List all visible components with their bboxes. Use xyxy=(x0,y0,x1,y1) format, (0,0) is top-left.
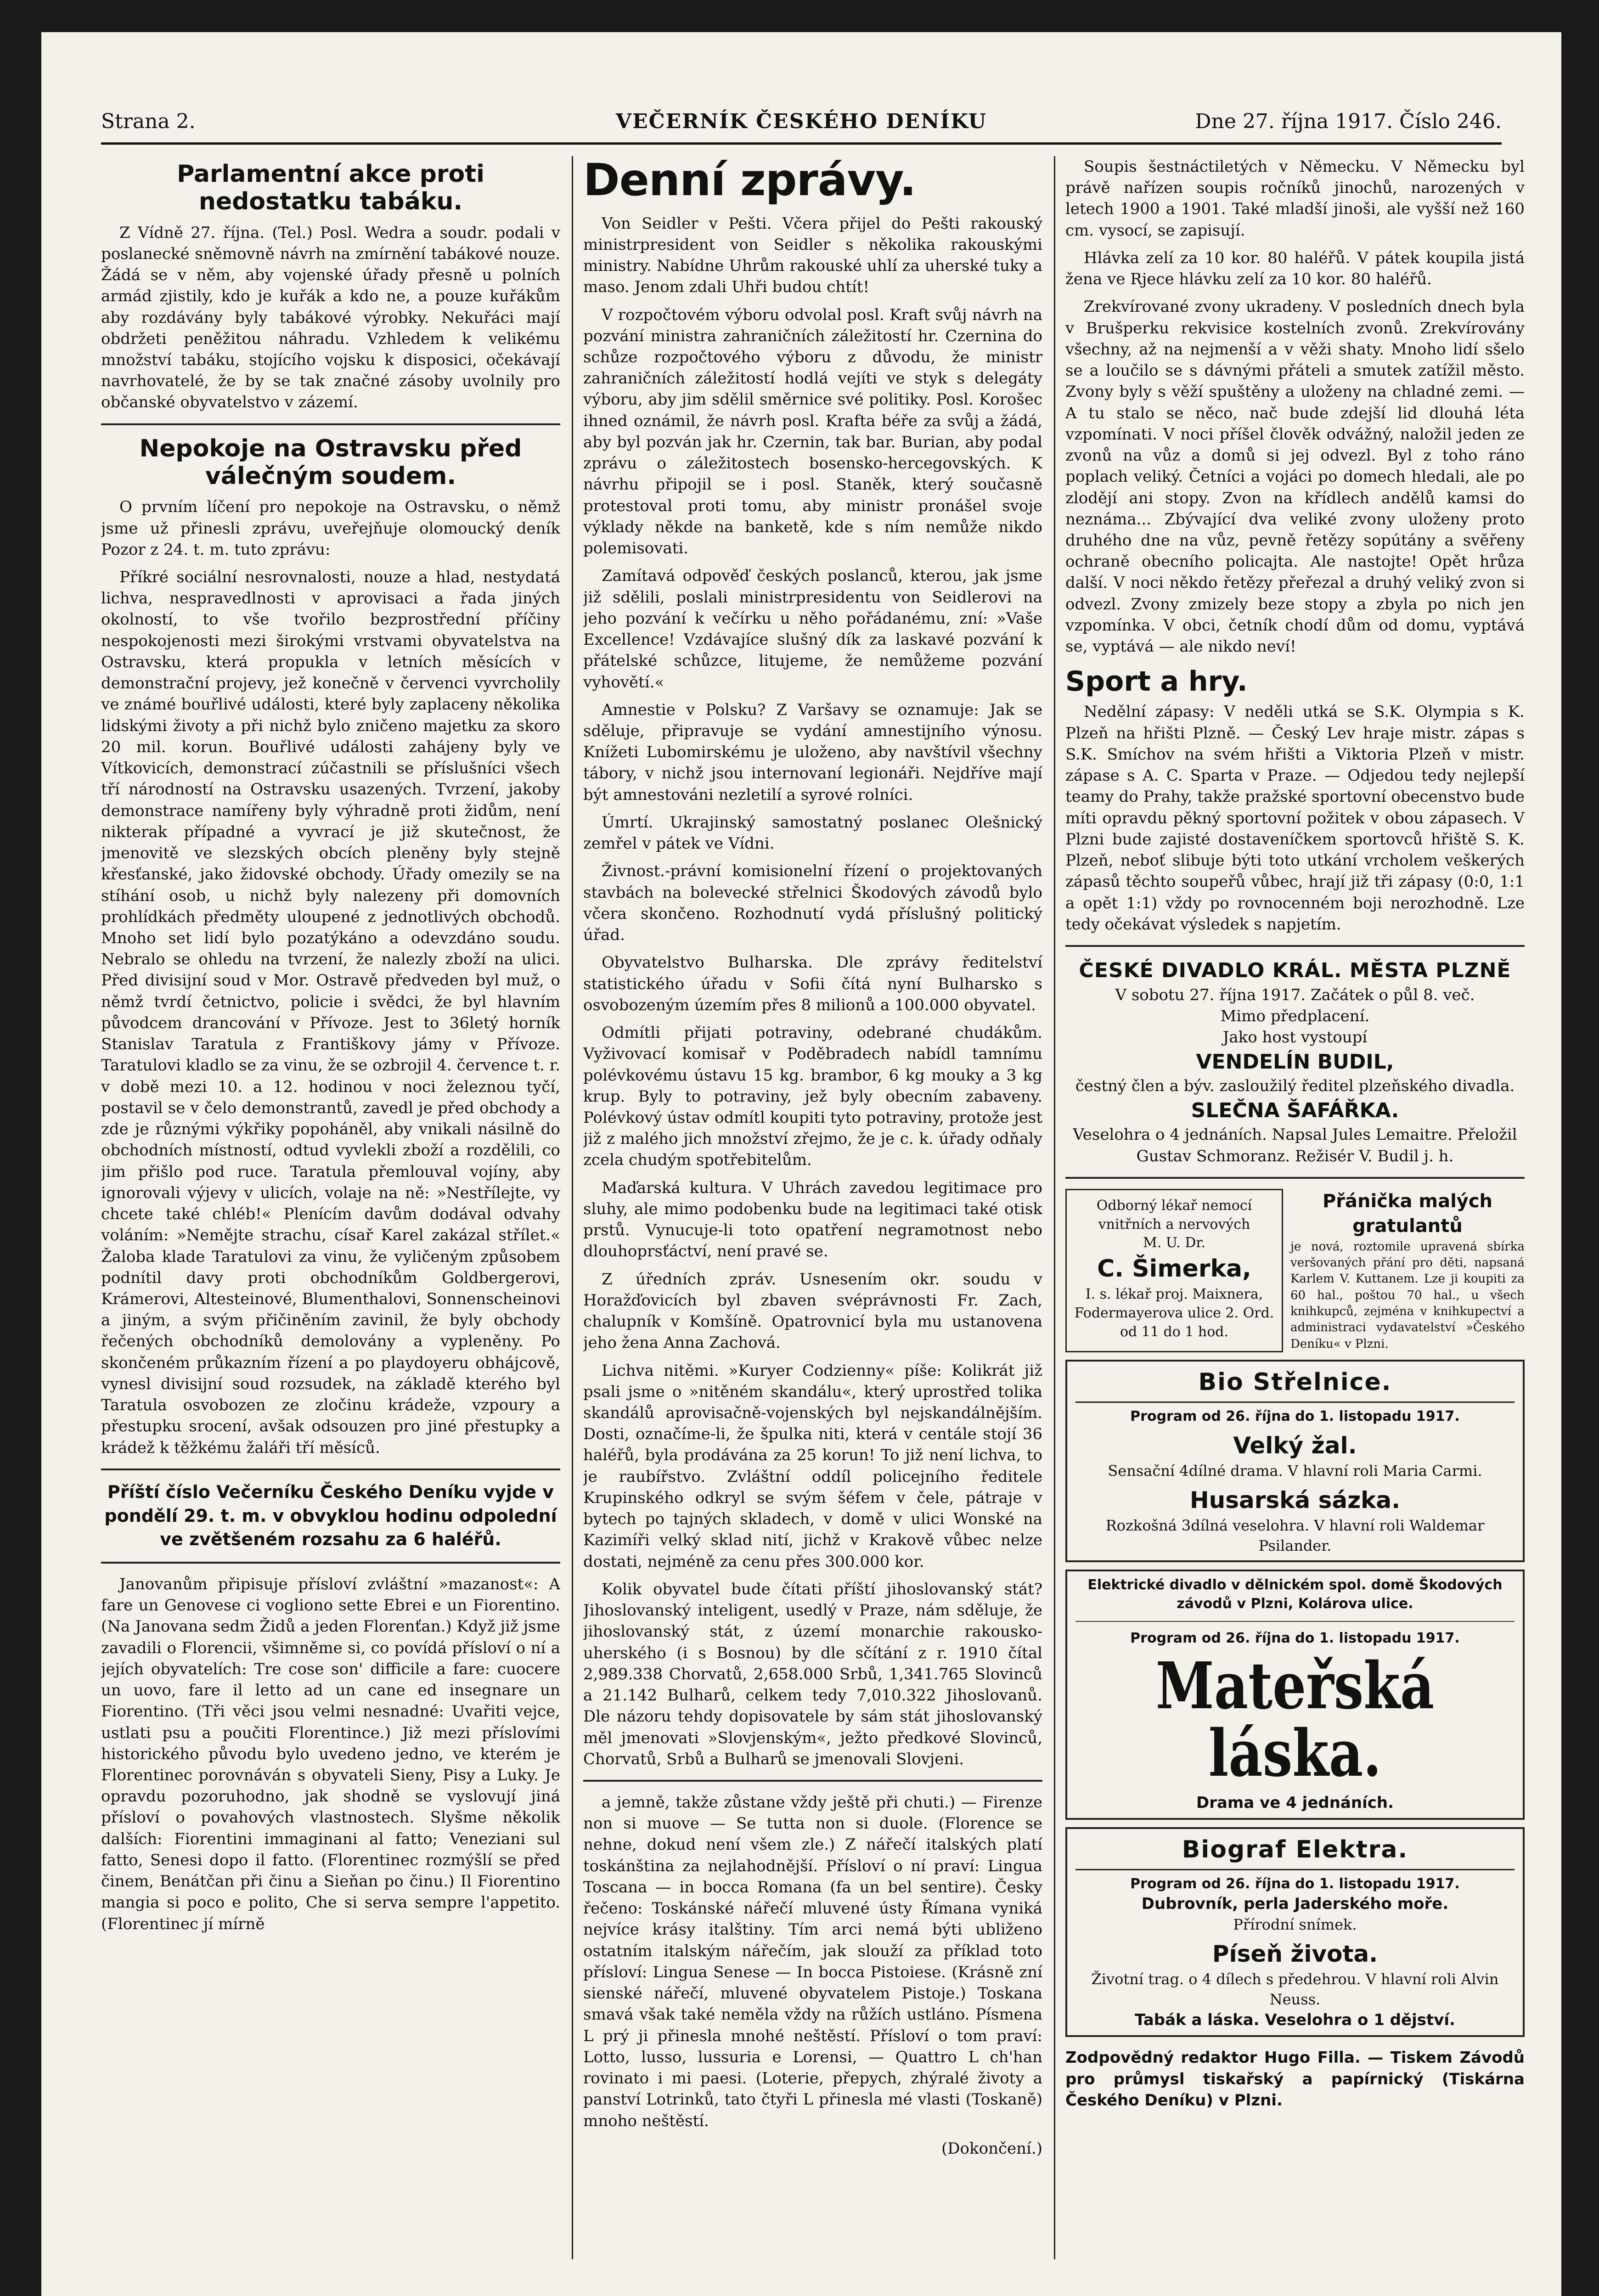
news-item: Živnost.-právní komisionelní řízení o projektovaných stavbách na bolevecké střelnici Škodových závodů bylo včera skončeno. Rozhodnutí vydá příslušný politický úřad. xyxy=(583,862,1042,945)
divider xyxy=(101,423,560,425)
divider xyxy=(1075,1621,1515,1622)
cinema-name: Biograf Elektra. xyxy=(1075,1834,1515,1870)
book-description: je nová, roztomile upravená sbírka veršovaných přání pro děti, napsaná Karlem V. Kuttanem. Lze ji koupiti za 60 hal., poštou 70 hal., u všech knihkupců, zejména v knihkupectví a administraci vydavatelství »Českého Deníku« v Plzni. xyxy=(1290,1239,1525,1351)
news-item: Zrekvírované zvony ukradeny. V posledních dnech byla v Brušperku rekvisice kostelních zvonů. Zrekvírovány všechny, až na nejmenší a v věži shaty. Mnoho lidí sšelo se a loučilo se s dávnými přáteli a smutek zatížil město. Zvony byly s věží spuštěny a uloženy na chladné zemi. — A tu stalo se něco, nač bude zdejší lid dlouhá léta vzpomínati. V noci příšel člověk odvážný, naložil jeden ze zvonů na vůz a domů si jej odvezl. Byl z toho ráno poplach veliký. Četníci a vojáci po domech hledali, ale po zlodějí ani stopy. Zvon na křídlech andělů kamsi do neznáma... Zbývající dva veliké zvony uloženy proto druhého dne na vůz, pevně řetězy sopútány a svěřeny ochraně obecního policajta. Ale nastojte! Opět hrůza další. V noci někdo řetězy přeřezal a druhý veliký zvon si odvezl. Zvony zmizely beze stopy a zbyla po nich jen vzpomínka. V obci, četník chodí dům od domu, vyptává se, vyptává — ale nikdo neví! xyxy=(1065,298,1525,656)
newspaper-page xyxy=(41,32,1561,2296)
theatre-announcement xyxy=(1065,957,1525,1167)
film-title: Tabák a láska. Veselohra o 1 dějství. xyxy=(1135,2011,1455,2030)
news-item: Kolik obyvatel bude čítati příští jihoslovanský stát? Jihoslovanský inteligent, usedlý v Praze, nám sděluje, že jihoslovanský stát, z území monarchie rakousko-uherského (i s Bosnou) by dle sčítání z r. 1910 čítal 2,989.338 Chorvatů, 2,658.000 Srbů, 1,341.765 Slovinců a 21.142 Bulharů, celkem tedy 7,010.322 Jihoslovanů. Dle názoru tehdy dopisovatele by sám stát jihoslovanský měl jmenovati »Slovjenským«, ježto předkové Slovinců, Chorvatů, Srbů a Bulharů se jmenovali Slovjeni. xyxy=(583,1580,1042,1768)
article-text: Z Vídně 27. října. (Tel.) Posl. Wedra a soudr. podali v poslanecké sněmovně návrh na zmírnění tabákové nouze. Žádá se v něm, aby vojenské úřady přesně u polních armád zjistily, kdo je kuřák a kdo ne, a pouze kuřákům aby rozdávány byly tabákové výrobky. Nekuřáci mají obdržeti peněžitou náhradu. Vzhledem k velikému množství tabáku, stojícího vojsku k disposici, očekávají navrhovatelé, že by se tak značné zásoby uvolnily pro občanské obyvatelstvo v zázemí. xyxy=(101,223,560,412)
cinema-advert xyxy=(1065,1827,1525,2037)
doctor-speciality: Odborný lékař nemocí vnitřních a nervových xyxy=(1096,1197,1252,1232)
cinema-program: Program od 26. října do 1. listopadu 1917. xyxy=(1130,1875,1460,1892)
film-title: Velký žal. xyxy=(1233,1432,1357,1459)
masthead: VEČERNÍK ČESKÉHO DENÍKU xyxy=(615,110,987,133)
theatre-guest: Jako host vystoupí xyxy=(1222,1028,1368,1047)
play-title: SLEČNA ŠAFÁŘKA. xyxy=(1191,1098,1399,1122)
advert-row xyxy=(1065,1189,1525,1352)
column-2 xyxy=(583,156,1042,2268)
doctor-title: M. U. Dr. xyxy=(1143,1235,1206,1251)
film-description: Životní trag. o 4 dílech s předehrou. V hlavní roli Alvin Neuss. xyxy=(1091,1970,1499,2008)
film-title: Dubrovník, perla Jaderského moře. xyxy=(1141,1895,1449,1913)
cinema-name: Bio Střelnice. xyxy=(1075,1366,1515,1403)
page-header xyxy=(101,101,1502,145)
theatre-date: V sobotu 27. října 1917. Začátek o půl 8. več. xyxy=(1115,985,1475,1004)
cinema-program: Program od 26. října do 1. listopadu 1917. xyxy=(1130,1408,1460,1424)
news-item: Obyvatelstvo Bulharska. Dle zprávy ředitelství statistického úřadu v Sofii čítá nyní Bulharsko s osvobozeným územím přes 8 milionů a 100.000 obyvatel. xyxy=(583,953,1042,1014)
column-3 xyxy=(1065,156,1525,2268)
divider xyxy=(101,1562,560,1564)
film-title: Mateřská láska. xyxy=(1155,1648,1435,1791)
news-item: Von Seidler v Pešti. Včera přijel do Pešti rakouský ministrpresident von Seidler s několika rakouskými ministry. Nabídne Uhrům rakouské uhlí za uherské tuky a maso. Jenom zdali Uhři budou chtít! xyxy=(583,214,1042,297)
article-text: Příkré sociální nesrovnalosti, nouze a hlad, nestydatá lichva, nespravedlnosti v aprovisaci a řada jiných okolností, to vše tvořilo bezprostřední příčiny nespokojenosti mezi širokými vrstvami obyvatelstva na Ostravsku, která propukla v letních měsících v demonstrační projevy, jež konečně v červenci vyvrcholily ve známé bouřlivé události, které byly zaplaceny několika lidskými životy a při nichž bylo zničeno majetku za skoro 20 mil. korun. Bouřlivé události zahájeny byly ve Vítkovicích, demonstrací zúčastnili se příslušníci všech tří národností na Ostravsku usazených. Tvrzení, jakoby demonstrace namířeny byly výhradně proti židům, není nikterak případné a vyvrací je již skutečnost, že jmenovitě ve slezských obcích pleněny byly stejně křesťanské, jako židovské obchody. Úřady omezily se na stíhání osob, u nichž byly nalezeny při domovních prohlídkách předměty uloupené z jednotlivých obchodů. Mnoho set lidí bylo pozatýkáno a odevzdáno soudu. Nebralo se ohledu na tvrzení, že nalezly zboží na ulici. Před divisijní soud v Mor. Ostravě předveden byl muž, o němž tvrdí četnictvo, policie i svědci, že byl hlavním původcem drancování v Přívoze. Jest to 36letý horník Stanislav Taratula z Františkovy jámy v Přívoze. Taratulovi kladlo se za vinu, že se ozbrojil 4. července t. r. v době mezi 10. a 12. hodinou v noci železnou tyčí, postavil se v čelo demonstrantů, zavedl je před obchody a zde je různými výkřiky popoháněl, aby vnikali násilně do obchodních místností, odtud vyvlekli zboží a rozdělili, co jim přišlo pod ruce. Taratula přemlouval vojíny, aby ignorovali výjevy v ulicích, volaje na ně: »Nestřílejte, vy chcete také chléb!« Plenícím davům dodával odvahy voláním: »Nemějte strachu, císař Karel zakázal střílet.« Žaloba klade Taratulovi za vinu, že vyličeným způsobem podnítil davy proti obchodníkům Goldbergerovi, Krámerovi, Altesteinové, Blumenthalovi, Sonnenscheinovi a jiným, a svým přičiněním zavinil, že byly obchody řečených obchodníků demolovány a vypleněny. Po skončeném průkazním řízení a po playdoyeru obhájcově, vynesl divisijní soud rozsudek, na základě kterého byl Taratula osvobozen ze zločinu krádeže, vzpoury a přestupku srocení, avšak odsouzen pro jiné přestupky a krádež k těžkému žaláři tří měsíců. xyxy=(101,568,560,1457)
film-description: Drama ve 4 jednáních. xyxy=(1196,1793,1394,1812)
news-item: Soupis šestnáctiletých v Německu. V Německu byl právě nařízen soupis ročníků jinochů, narozených v letech 1900 a 1901. Také mladší jinoši, ale vyšší než 160 cm. vysocí, se zapisují. xyxy=(1065,158,1525,240)
theatre-subscription: Mimo předplacení. xyxy=(1220,1007,1370,1026)
imprint: Zodpovědný redaktor Hugo Filla. — Tiskem Závodů pro průmysl tiskařský a papírnický (Tiskárna Českého Deníku) v Plzni. xyxy=(1065,2048,1525,2110)
divider xyxy=(101,1469,560,1470)
cinema-advert xyxy=(1065,1360,1525,1562)
news-item: Z úředních zpráv. Usnesením okr. soudu v Horažďovicích byl zbaven svéprávnosti Fr. Zach, chalupník v Komšíně. Opatrovnicí byla mu ustanovena jeho žena Anna Zachová. xyxy=(583,1270,1042,1352)
play-details: Veselohra o 4 jednáních. Napsal Jules Lemaitre. Přeložil Gustav Schmoranz. Režisér V. Budil j. h. xyxy=(1073,1125,1517,1165)
column-rule xyxy=(572,156,573,2259)
cinema-name: Elektrické divadlo v dělnickém spol. domě Škodových závodů v Plzni, Kolárova ulice. xyxy=(1087,1577,1503,1612)
cinema-program: Program od 26. října do 1. listopadu 1917. xyxy=(1130,1630,1460,1646)
article-headline: Parlamentní akce proti nedostatku tabáku. xyxy=(177,160,484,215)
news-item: Amnestie v Polsku? Z Varšavy se oznamuje: Jak se sděluje, připravuje se vydání amnestijního výnosu. Knížeti Lubomirskému je uloženo, aby navštívil všechny tábory, v nichž jsou internovaní legionáři. Nejdříve mají být amnestováni nezletilí a syrové rolníci. xyxy=(583,700,1042,804)
article-text: O prvním líčení pro nepokoje na Ostravsku, o němž jsme už přinesli zprávu, uveřejňuje olomoucký deník Pozor z 24. t. m. tuto zprávu: xyxy=(101,498,560,559)
article-headline: Nepokoje na Ostravsku před válečným soudem. xyxy=(139,434,522,490)
news-item: Zamítavá odpověď českých poslanců, kterou, jak jsme již sdělili, poslali ministrpresidentu von Seidlerovi na jeho pozvání k večírku u něho pořádanému, zní: »Vaše Excellence! Vzdávajíce slušný dík za laskavé pozvání k přátelské schůzce, litujeme, že nemůžeme pozvání vyhovětí.« xyxy=(583,567,1042,692)
film-title: Píseň života. xyxy=(1212,1941,1378,1968)
page-number: Strana 2. xyxy=(101,110,196,133)
feuilleton-text: a jemně, takže zůstane vždy ještě při chuti.) — Firenze non si muove — Se tutta non si duole. (Florence se nehne, dokud není všem zle.) Z nářečí italských platí toskánština za nejlahodnější. Přísloví o ní praví: Lingua Toscana — in bocca Romana (fa un bel sentire). Česky řečeno: Toskánské nářečí mluvené ústy Římana vyniká nejvíce krásy italštiny. Tím arci nemá býti ubliženo ostatním italským nářečím, jak slouží za příklad toto přísloví: Lingua Senese — In bocca Pistoiese. (Krásně zní sienské nářečí, mluvené obyvatelem Pistoje.) Toskana smavá však také neměla vždy na růžích ustláno. Písmena L prý ji přinesla mnohé neštěstí. Přísloví o tom praví: Lotto, lusso, lussuria e Lorensi, — Quattro L ch'han rovinato i mi paesi. (Loterie, přepych, zhýralé životy a panství Lotrinků, tato čtyři L přinesla mé vlasti (Toskaně) mnoho neštěstí. xyxy=(583,1793,1042,2130)
doctor-address: I. s. lékař proj. Maixnera, Fodermayerova ulice 2. Ord. od 11 do 1 hod. xyxy=(1074,1286,1274,1340)
news-item: V rozpočtovém výboru odvolal posl. Kraft svůj návrh na pozvání ministra zahraničních záležitostí hr. Czernina do schůze rozpočtového výboru z důvodu, že ministr zahraničních záležitostí hodlá vejíti ve styk s delegáty výboru, aby jim sdělil směrnice své politiky. Posl. Korošec ihned oznámil, že návrh posl. Krafta béře za svůj a žádá, aby byl pozván jak hr. Czernin, tak bar. Burian, aby podal zprávu o záležitostech bosensko-hercegovských. K návrhu připojil se i posl. Staněk, který současně protestoval proti tomu, aby ministr pronášel svoje výklady někde na banketě, kde s ním nemůže nikdo polemisovati. xyxy=(583,305,1042,558)
news-item: Maďarská kultura. V Uhrách zavedou legitimace pro sluhy, ale mimo podobenku bude na legitimaci také otisk prstů. Vynucuje-li toto opatření negramotnost nebo dlouhoprsťáctví, není pravé se. xyxy=(583,1178,1042,1261)
section-title: Sport a hry. xyxy=(1065,665,1248,698)
divider xyxy=(1065,945,1525,947)
feuilleton-text: Janovanům připisuje přísloví zvláštní »mazanost«: A fare un Genovese ci vogliono sette Ebrei e un Fiorentino. (Na Janovana sedm Židů a jeden Florenťan.) Když již jsme zavadili o Florencii, všimněme si, co povídá přísloví o ní a jejích obyvatelích: Tre cose son' difficile a fare: cuocere un uovo, fare il letto ad un cane ed insegnare un Fiorentino. (Tři věci jsou velmi nesnadné: Uvařiti vejce, ustlati psu a poučiti Florentince.) Již mezi příslovími historického původu bylo uvedeno jedno, ve kterém je Florentinec porovnáván s obyvateli Sieny, Pisy a Luky. Je opravdu pozoruhodno, jak shodně se vyslovují jiná přísloví o povahových vlastnostech. Slyšme několik dalších: Fiorentini immaginani al fatto; Veneziani sul fatto, Senesi dopo il fatto. (Florentinec rozmýšlí se před činem, Benátčan při činu a Sieňan po činu.) Il Fiorentino mangia si poco e polito, Che si serva sempre l'appetito. (Florentinec jí mírně xyxy=(101,1575,560,1933)
book-advert xyxy=(1290,1189,1525,1352)
divider xyxy=(583,1780,1042,1782)
theatre-title: ČESKÉ DIVADLO KRÁL. MĚSTA PLZNĚ xyxy=(1079,958,1511,982)
next-issue-notice: Příští číslo Večerníku Českého Deníku vyjde v pondělí 29. t. m. v obvyklou hodinu odpolední ve zvětšeném rozsahu za 6 haléřů. xyxy=(104,1481,557,1550)
actor-description: čestný člen a býv. zasloužilý ředitel plzeňského divadla. xyxy=(1075,1077,1515,1096)
section-title: Denní zprávy. xyxy=(583,156,916,206)
sport-text: Nedělní zápasy: V neděli utká se S.K. Olympia s K. Plzeň na hřišti Plzně. — Český Lev hraje mistr. zápas s S.K. Smíchov na svém hřišti a Viktoria Plzeň v mistr. zápase s A. C. Sparta v Praze. — Odjedou tedy nejlepší teamy do Prahy, takže pražské sportovní obecenstvo bude míti opravdu pěkný sportovní požitek v obou zápasech. V Plzni bude zajisté dostaveníčkem sportovců hřiště S. K. Plzeň, neboť slibuje býti toto utkání vrcholem veškerých zápasů těchto soupeřů vůbec, hrají již tři zápasy (0:0, 1:1 a opět 1:1) vždy po rovnocenném boji nerozhodně. Lze tedy očekávat výsledek s napjetím. xyxy=(1065,703,1525,934)
cinema-advert xyxy=(1065,1570,1525,1820)
news-item: Úmrtí. Ukrajinský samostatný poslanec Olešnický zemřel v pátek ve Vídni. xyxy=(583,813,1042,853)
divider xyxy=(1065,1177,1525,1179)
news-item: Lichva nitěmi. »Kuryer Codzienny« píše: Kolikrát již psali jsme o »nitěném skandálu«, který uprostřed tolika skandálů aprovisačně-vojenských byl nejskandálnějším. Dosti, označíme-li, že špulka niti, která v centále stojí 36 haléřů, byla prodávána za 25 korun! To již není lichva, to je raubířstvo. Zvláštní oddíl policejního ředitele Krupinského odkryl se svým šéfem v čele, pátraje v bytech po tajných skladech, v domě v ulici Wonské na Kazimíři velký sklad nití, jichž v Krakově vůbec nelze dostati, nejméně za cenu přes 300.000 kor. xyxy=(583,1361,1042,1571)
continuation-note: (Dokončení.) xyxy=(941,2139,1042,2158)
doctor-advert xyxy=(1065,1189,1283,1352)
book-title: Přánička malých gratulantů xyxy=(1322,1190,1493,1237)
film-description: Přírodní snímek. xyxy=(1233,1915,1357,1933)
film-description: Rozkošná 3dílná veselohra. V hlavní roli Waldemar Psilander. xyxy=(1105,1517,1485,1554)
issue-date: Dne 27. října 1917. Číslo 246. xyxy=(1195,110,1502,133)
doctor-name: C. Šimerka, xyxy=(1097,1255,1251,1283)
actor-name: VENDELÍN BUDIL, xyxy=(1196,1050,1394,1074)
column-1 xyxy=(101,156,560,2268)
column-rule xyxy=(1054,156,1055,2259)
news-item: Hlávka zelí za 10 kor. 80 haléřů. V pátek koupila jistá žena ve Rjece hlávku zelí za 10 kor. 80 haléřů. xyxy=(1065,248,1525,289)
film-description: Sensační 4dílné drama. V hlavní roli Maria Carmi. xyxy=(1108,1462,1482,1480)
news-item: Odmítli přijati potraviny, odebrané chudákům. Vyživovací komisař v Poděbradech nabídl tamnímu polévkovému ústavu 15 kg. brambor, 6 kg mouky a 3 kg krup. Byly to potraviny, jež byly obecním zabaveny. Polévkový ústav odmítl koupiti tyto potraviny, protože jest již z malého jich množství zřejmo, že je c. k. úřady odňaly zcela chudým spotřebitelům. xyxy=(583,1024,1042,1170)
film-title: Husarská sázka. xyxy=(1189,1487,1401,1514)
